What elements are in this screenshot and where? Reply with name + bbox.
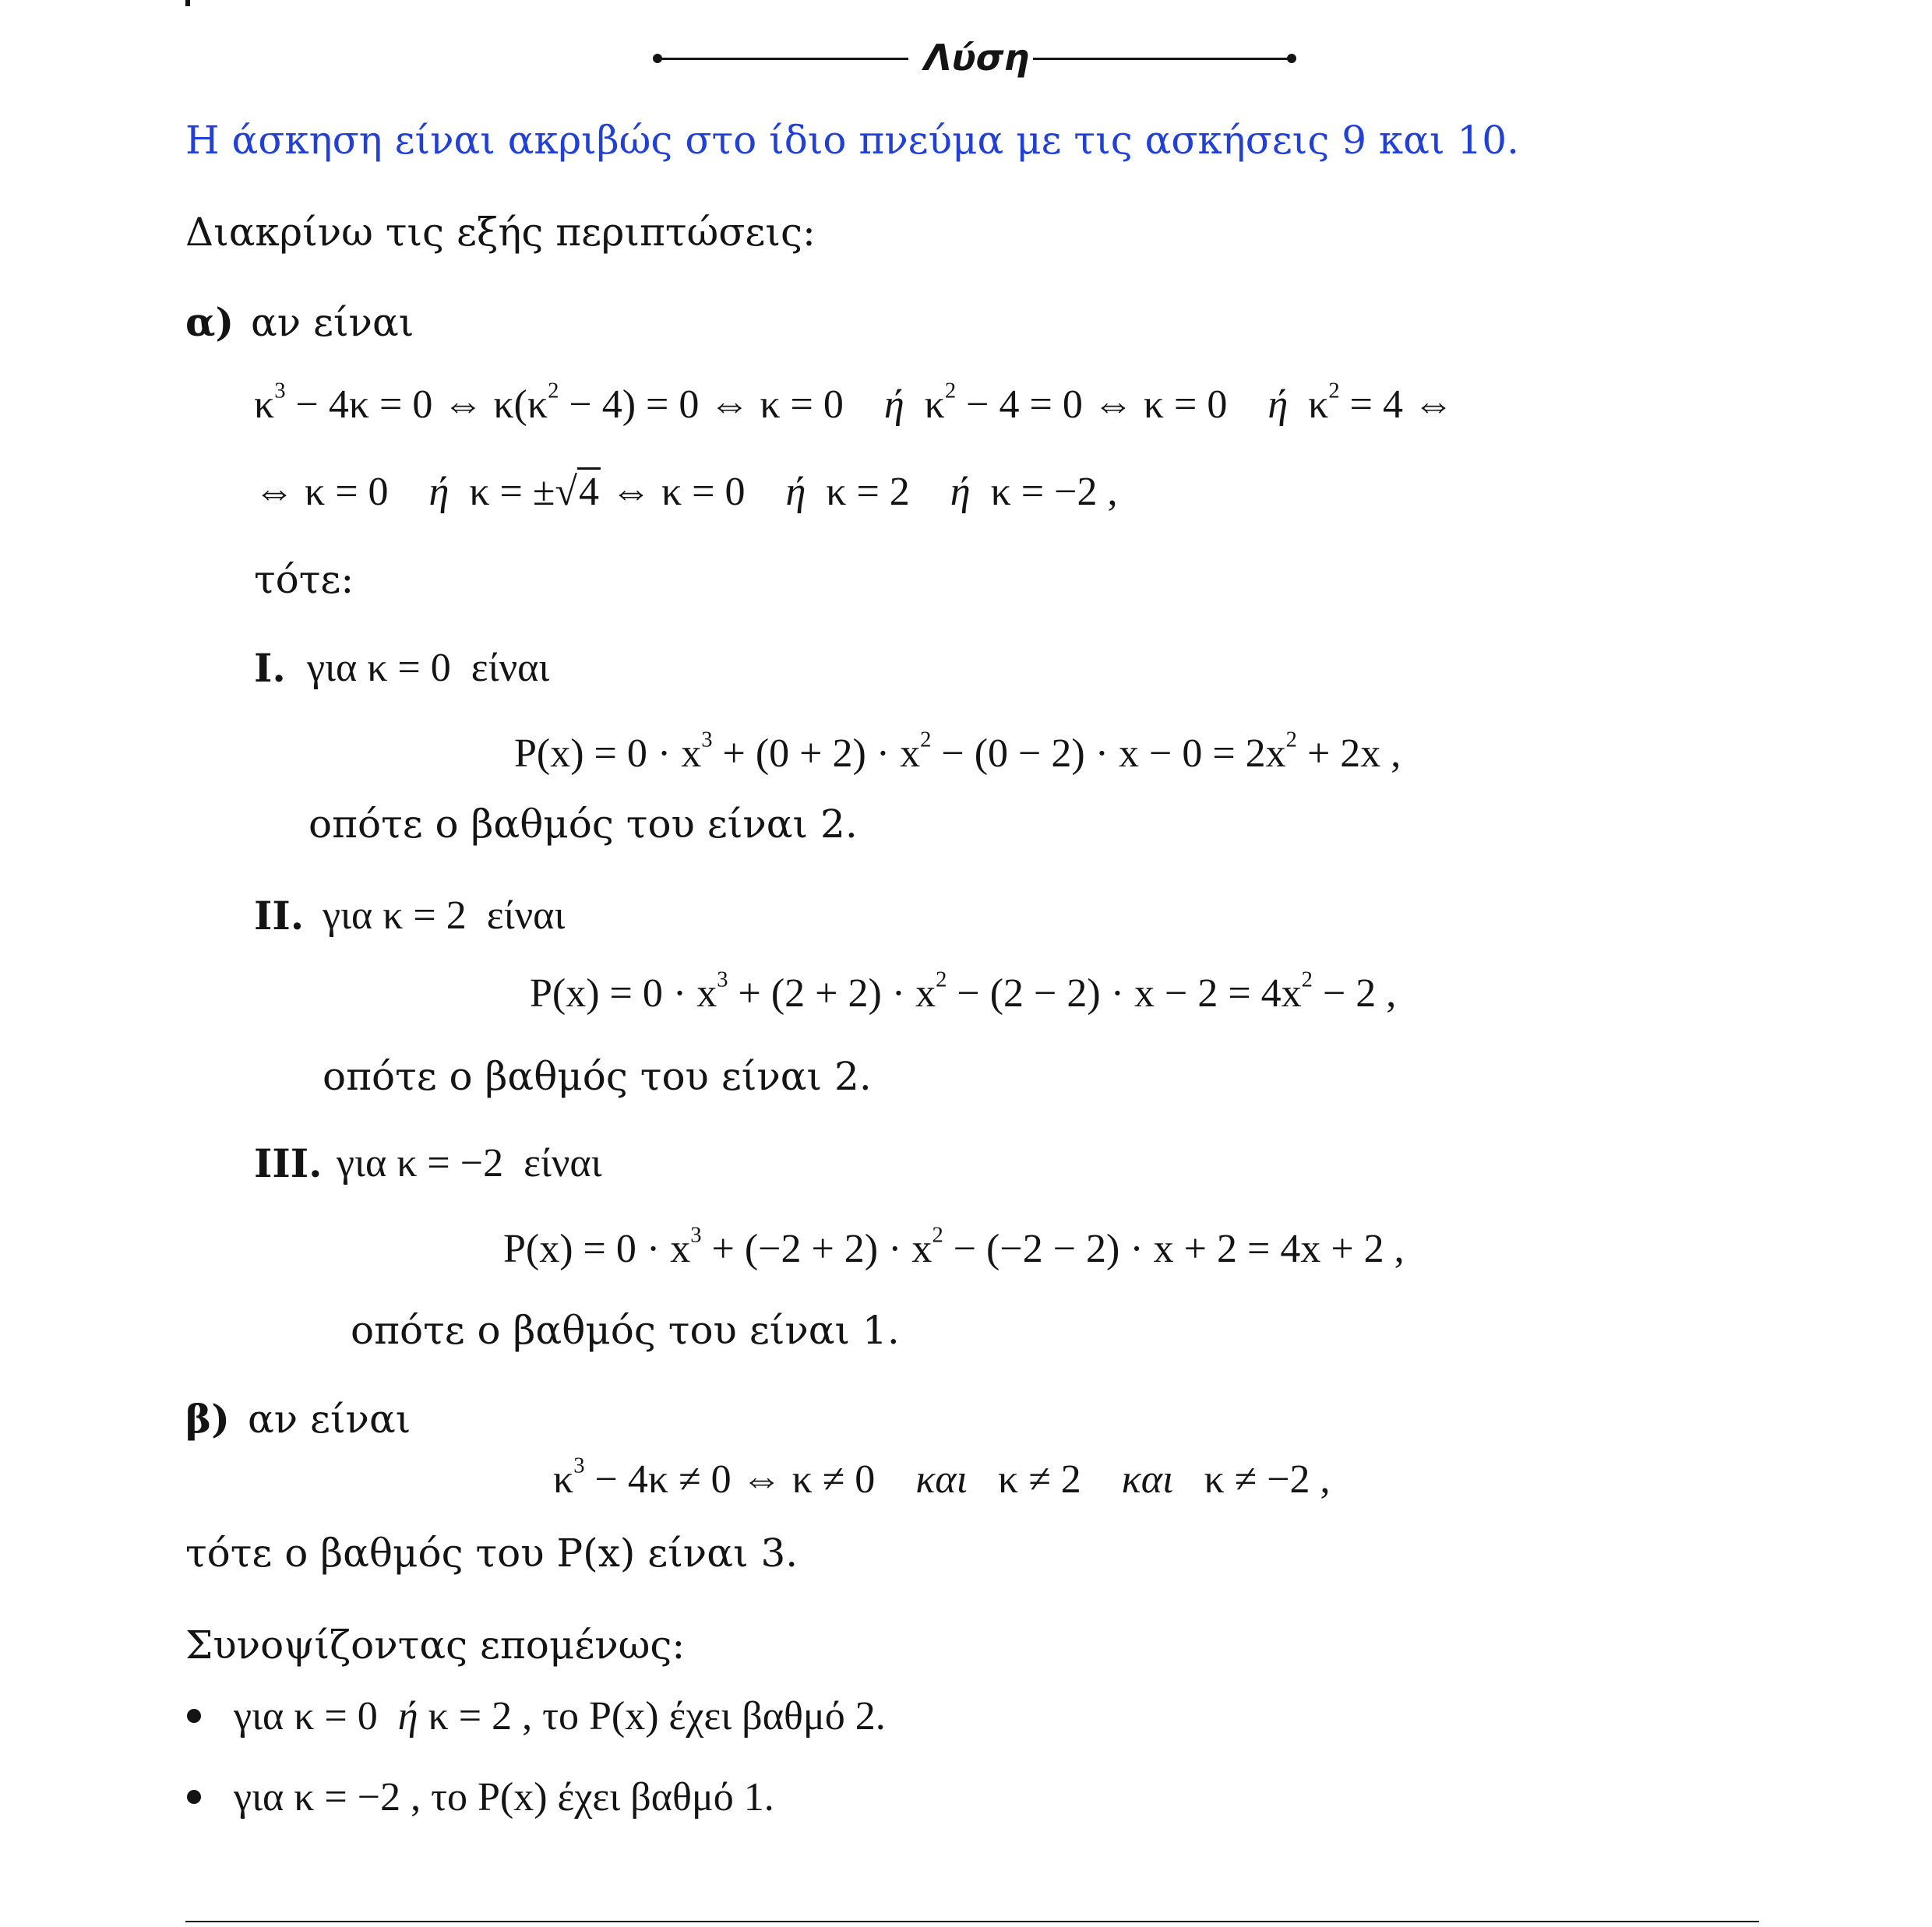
sub-I-condition: για κ = 0 είναι [307, 646, 550, 690]
summary-item-2: για κ = −2 , το P(x) έχει βαθμό 1. [234, 1775, 774, 1820]
sub-II-label: II. [254, 893, 305, 939]
header-right-rule [1033, 58, 1290, 60]
case-a-label: α) [185, 299, 234, 345]
sub-II-result: οπότε ο βαθμός του είναι 2. [323, 1054, 872, 1099]
summary-bullet-2 [187, 1790, 201, 1804]
sub-III-result: οπότε ο βαθμός του είναι 1. [351, 1308, 900, 1353]
summary-heading: Συνοψίζοντας επομένως: [185, 1622, 686, 1668]
case-b-result: τότε ο βαθμός του P(x) είναι 3. [185, 1531, 799, 1576]
bottom-rule [185, 1921, 1759, 1922]
sub-I-result: οπότε ο βαθμός του είναι 2. [308, 801, 858, 847]
page-top-mark [185, 0, 190, 6]
case-a-equation-1: $\kappa^3 - 4\kappa = 0$ ⇔ $\kappa(\kappa^2 - 4) = 0$ ⇔ κ = 0 ή $\kappa^2 - 4 = 0$ ⇔ κ = 0 ή $\kappa^2 = 4$ ⇔ [254, 379, 1454, 427]
case-b-label: β) [185, 1396, 230, 1442]
sub-II-equation: $P(x) = 0 \cdot x^3 + (2 + 2) \cdot x^2 - (2 - 2) \cdot x - 2 = 4x^2 - 2$ , [530, 967, 1397, 1016]
case-a-then: τότε: [254, 557, 354, 602]
sub-I-label: I. [254, 645, 286, 691]
case-b-text: αν είναι [248, 1397, 411, 1442]
summary-bullet-1 [187, 1709, 201, 1723]
sub-III-label: III. [254, 1140, 323, 1186]
cases-intro: Διακρίνω τις εξής περιπτώσεις: [185, 210, 816, 255]
header-right-dot [1287, 54, 1296, 63]
case-b-equation: $\kappa^3 - 4\kappa \ne 0$ ⇔ κ ≠ 0 και κ ≠ 2 και κ ≠ −2 , [553, 1453, 1331, 1502]
sub-II-condition: για κ = 2 είναι [323, 893, 566, 938]
sub-I-equation: $P(x) = 0 \cdot x^3 + (0 + 2) \cdot x^2 - (0 - 2) \cdot x - 0 = 2x^2 + 2x$ , [514, 727, 1401, 776]
sub-III-condition: για κ = −2 είναι [337, 1141, 602, 1185]
summary-item-1: για κ = 0 ή κ = 2 , το P(x) έχει βαθμό 2. [234, 1694, 886, 1739]
intro-text: Η άσκηση είναι ακριβώς στο ίδιο πνεύμα με τις ασκήσεις 9 και 10. [185, 118, 1519, 163]
sub-III-equation: $P(x) = 0 \cdot x^3 + (-2 + 2) \cdot x^2 - (-2 - 2) \cdot x + 2 = 4x + 2$ , [503, 1223, 1405, 1271]
solution-title: Λύση [924, 37, 1030, 79]
case-a-text: αν είναι [251, 300, 414, 345]
header-left-rule [658, 58, 908, 60]
case-a-equation-2: ⇔ κ = 0 ή κ = ±√4 ⇔ κ = 0 ή κ = 2 ή κ = −2 , [254, 467, 1117, 517]
